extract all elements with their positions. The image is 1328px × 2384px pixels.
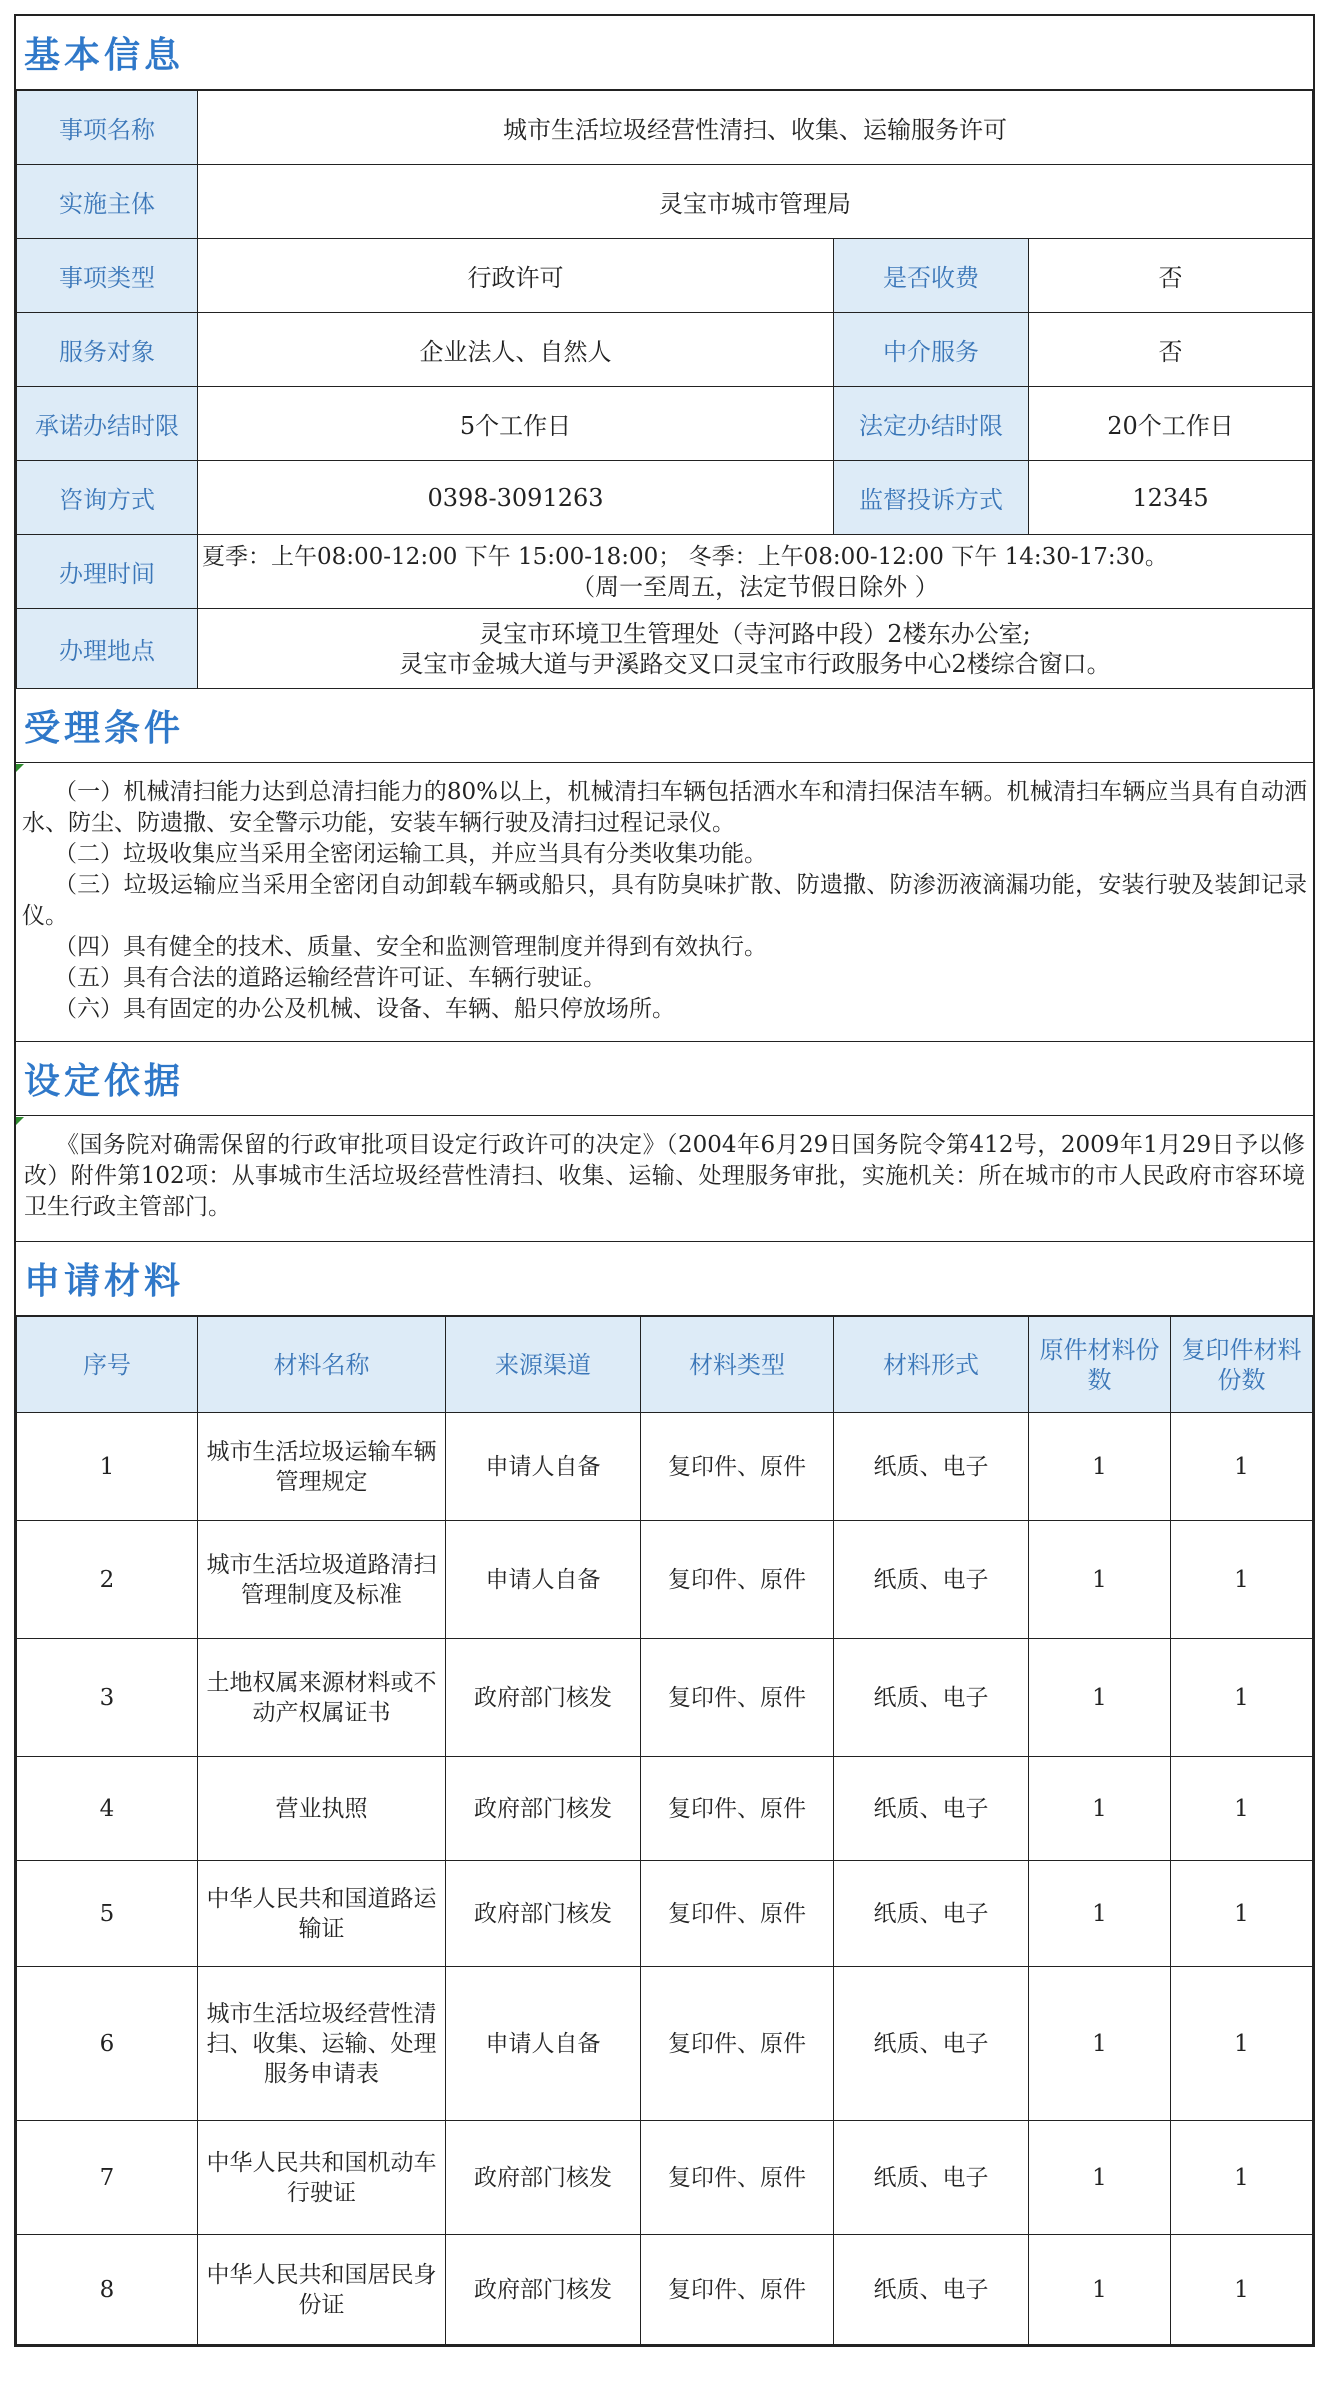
cell-material-type: 复印件、原件 <box>641 1639 834 1757</box>
section-title-conditions <box>16 689 1313 763</box>
cell-material-type: 复印件、原件 <box>641 1967 834 2121</box>
cell-material-name: 城市生活垃圾道路清扫管理制度及标准 <box>198 1521 446 1639</box>
cell-copy-count: 1 <box>1171 1757 1313 1861</box>
cell-original-count: 1 <box>1029 1757 1171 1861</box>
location-line-1: 灵宝市环境卫生管理处（寺河路中段）2楼东办公室; <box>479 619 1031 648</box>
header-copy-count: 复印件材料份数 <box>1171 1317 1313 1413</box>
cell-material-name: 营业执照 <box>198 1757 446 1861</box>
service-guide-sheet <box>14 14 1315 2347</box>
header-material-type: 材料类型 <box>641 1317 834 1413</box>
type-value: 行政许可 <box>198 239 834 313</box>
hours-label: 办理时间 <box>17 535 198 609</box>
table-row <box>17 1967 1313 2121</box>
materials-table <box>16 1316 1313 2345</box>
condition-item: （一）机械清扫能力达到总清扫能力的80%以上，机械清扫车辆包括洒水车和清扫保洁车辆。机械清扫车辆应当具有自动洒水、防尘、防遗撒、安全警示功能，安装车辆行驶及清扫过程记录仪。 <box>22 779 1307 836</box>
location-label: 办理地点 <box>17 609 198 689</box>
item-name-value: 城市生活垃圾经营性清扫、收集、运输服务许可 <box>198 91 1313 165</box>
cell-original-count: 1 <box>1029 1967 1171 2121</box>
condition-item: （五）具有合法的道路运输经营许可证、车辆行驶证。 <box>54 965 606 991</box>
cell-material-form: 纸质、电子 <box>834 1521 1029 1639</box>
cell-original-count: 1 <box>1029 1413 1171 1521</box>
location-line-2: 灵宝市金城大道与尹溪路交叉口灵宝市行政服务中心2楼综合窗口。 <box>399 649 1111 678</box>
cell-material-type: 复印件、原件 <box>641 1757 834 1861</box>
cell-original-count: 1 <box>1029 2235 1171 2345</box>
cell-comment-marker <box>16 1117 24 1125</box>
cell-material-type: 复印件、原件 <box>641 2235 834 2345</box>
cell-material-name: 城市生活垃圾经营性清扫、收集、运输、处理服务申请表 <box>198 1967 446 2121</box>
cell-material-type: 复印件、原件 <box>641 1413 834 1521</box>
header-original-count: 原件材料份数 <box>1029 1317 1171 1413</box>
conditions-block <box>16 763 1313 1042</box>
cell-copy-count: 1 <box>1171 1861 1313 1967</box>
cell-comment-marker <box>16 764 24 772</box>
consult-value: 0398-3091263 <box>198 461 834 535</box>
cell-material-form: 纸质、电子 <box>834 2235 1029 2345</box>
cell-original-count: 1 <box>1029 1861 1171 1967</box>
cell-index: 6 <box>17 1967 198 2121</box>
condition-item: （二）垃圾收集应当采用全密闭运输工具，并应当具有分类收集功能。 <box>54 841 767 867</box>
header-index: 序号 <box>17 1317 198 1413</box>
table-row <box>17 1861 1313 1967</box>
cell-copy-count: 1 <box>1171 1413 1313 1521</box>
cell-source: 政府部门核发 <box>446 1861 641 1967</box>
cell-material-form: 纸质、电子 <box>834 1967 1029 2121</box>
cell-source: 申请人自备 <box>446 1967 641 2121</box>
header-material-form: 材料形式 <box>834 1317 1029 1413</box>
cell-index: 8 <box>17 2235 198 2345</box>
section-title-basis <box>16 1042 1313 1116</box>
consult-label: 咨询方式 <box>17 461 198 535</box>
cell-original-count: 1 <box>1029 1639 1171 1757</box>
table-row <box>17 1639 1313 1757</box>
cell-material-type: 复印件、原件 <box>641 1521 834 1639</box>
cell-material-name: 中华人民共和国道路运输证 <box>198 1861 446 1967</box>
header-source: 来源渠道 <box>446 1317 641 1413</box>
agency-label: 中介服务 <box>834 313 1029 387</box>
type-label: 事项类型 <box>17 239 198 313</box>
cell-source: 政府部门核发 <box>446 2235 641 2345</box>
legal-limit-value: 20个工作日 <box>1029 387 1313 461</box>
subject-label: 实施主体 <box>17 165 198 239</box>
table-row <box>17 1413 1313 1521</box>
table-row <box>17 2235 1313 2345</box>
hours-value <box>198 535 1313 609</box>
cell-original-count: 1 <box>1029 1521 1171 1639</box>
complaint-label: 监督投诉方式 <box>834 461 1029 535</box>
complaint-value: 12345 <box>1029 461 1313 535</box>
condition-item: （六）具有固定的办公及机械、设备、车辆、船只停放场所。 <box>54 996 675 1022</box>
cell-source: 申请人自备 <box>446 1413 641 1521</box>
table-row <box>17 2121 1313 2235</box>
cell-original-count: 1 <box>1029 2121 1171 2235</box>
cell-copy-count: 1 <box>1171 2235 1313 2345</box>
cell-copy-count: 1 <box>1171 1521 1313 1639</box>
cell-index: 2 <box>17 1521 198 1639</box>
cell-index: 7 <box>17 2121 198 2235</box>
target-label: 服务对象 <box>17 313 198 387</box>
cell-source: 政府部门核发 <box>446 2121 641 2235</box>
cell-material-form: 纸质、电子 <box>834 1757 1029 1861</box>
materials-header-row <box>17 1317 1313 1413</box>
cell-material-type: 复印件、原件 <box>641 1861 834 1967</box>
cell-source: 政府部门核发 <box>446 1757 641 1861</box>
fee-label: 是否收费 <box>834 239 1029 313</box>
hours-line-2: （周一至周五，法定节假日除外 ） <box>571 572 939 601</box>
section-title-basic-info: 基本信息 <box>16 16 1313 90</box>
cell-source: 政府部门核发 <box>446 1639 641 1757</box>
cell-copy-count: 1 <box>1171 1967 1313 2121</box>
cell-copy-count: 1 <box>1171 2121 1313 2235</box>
target-value: 企业法人、自然人 <box>198 313 834 387</box>
table-row <box>17 1757 1313 1861</box>
cell-material-type: 复印件、原件 <box>641 2121 834 2235</box>
fee-value: 否 <box>1029 239 1313 313</box>
table-row <box>17 1521 1313 1639</box>
section-title-materials: 申请材料 <box>16 1242 1313 1316</box>
cell-index: 4 <box>17 1757 198 1861</box>
condition-item: （三）垃圾运输应当采用全密闭自动卸载车辆或船只，具有防臭味扩散、防遗撒、防渗沥液滴漏功能，安装行驶及装卸记录仪。 <box>22 872 1307 929</box>
basic-info-table <box>16 90 1313 689</box>
promise-limit-value: 5个工作日 <box>198 387 834 461</box>
cell-material-name: 土地权属来源材料或不动产权属证书 <box>198 1639 446 1757</box>
basis-text: 《国务院对确需保留的行政审批项目设定行政许可的决定》（2004年6月29日国务院令第412号，2009年1月29日予以修改）附件第102项：从事城市生活垃圾经营性清扫、收集、运输、处理服务审批，实施机关：所在城市的市人民政府市容环境卫生行政主管部门。 <box>24 1132 1305 1220</box>
cell-material-form: 纸质、电子 <box>834 1639 1029 1757</box>
cell-material-form: 纸质、电子 <box>834 2121 1029 2235</box>
item-name-label: 事项名称 <box>17 91 198 165</box>
condition-item: （四）具有健全的技术、质量、安全和监测管理制度并得到有效执行。 <box>54 934 767 960</box>
legal-limit-label: 法定办结时限 <box>834 387 1029 461</box>
header-material-name: 材料名称 <box>198 1317 446 1413</box>
basis-title-text: 设定依据 <box>24 1061 185 1102</box>
cell-copy-count: 1 <box>1171 1639 1313 1757</box>
cell-material-name: 中华人民共和国机动车行驶证 <box>198 2121 446 2235</box>
subject-value: 灵宝市城市管理局 <box>198 165 1313 239</box>
cell-material-name: 中华人民共和国居民身份证 <box>198 2235 446 2345</box>
conditions-title-text: 受理条件 <box>24 708 185 749</box>
hours-line-1: 夏季：上午08:00-12:00 下午 15:00-18:00； 冬季：上午08:00-12:00 下午 14:30-17:30。 <box>202 543 1168 570</box>
cell-index: 1 <box>17 1413 198 1521</box>
cell-source: 申请人自备 <box>446 1521 641 1639</box>
cell-index: 3 <box>17 1639 198 1757</box>
location-value <box>198 609 1313 689</box>
cell-index: 5 <box>17 1861 198 1967</box>
agency-value: 否 <box>1029 313 1313 387</box>
basis-block <box>16 1116 1313 1242</box>
cell-material-form: 纸质、电子 <box>834 1861 1029 1967</box>
cell-material-form: 纸质、电子 <box>834 1413 1029 1521</box>
cell-material-name: 城市生活垃圾运输车辆管理规定 <box>198 1413 446 1521</box>
promise-limit-label: 承诺办结时限 <box>17 387 198 461</box>
